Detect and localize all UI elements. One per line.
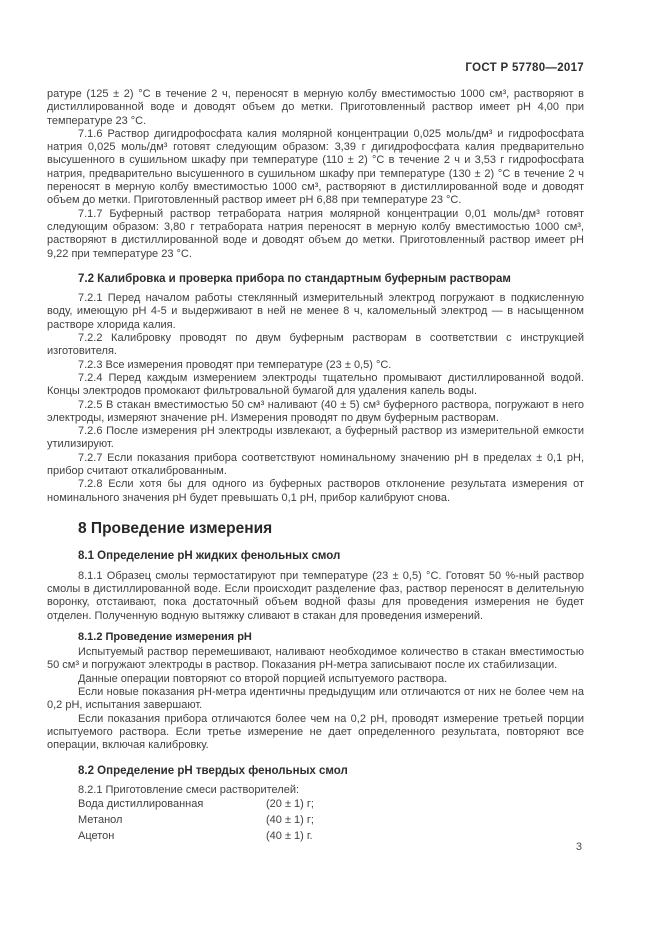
paragraph-8-2-1: 8.2.1 Приготовление смеси растворителей: xyxy=(78,783,300,796)
paragraph-8-1-2-c: Если новые показания рН-метра идентичны предыдущим или отличаются от них не более чем на 0,2 рН, испытания завершают. xyxy=(47,686,584,712)
solvent-row xyxy=(78,797,584,813)
solvent-row xyxy=(78,813,584,829)
solvent-amount: (40 ± 1) г. xyxy=(266,829,313,842)
solvent-name: Вода дистиллированная xyxy=(78,798,204,811)
paragraph-8-1-2-d: Если показания прибора отличаются более чем на 0,2 рН, проводят измерение третьей порции испытуемого раствора. Если третье измерение не дает определенного результата, повторяют все операции, включая калибровку. xyxy=(47,712,584,752)
solvent-row xyxy=(78,829,584,845)
page-number: 3 xyxy=(575,841,582,853)
solvent-name: Ацетон xyxy=(78,829,115,842)
paragraph-7-1-6: 7.1.6 Раствор дигидрофосфата калия молярной концентрации 0,025 моль/дм³ и гидрофосфата натрия 0,025 моль/дм³ готовят следующим образом: 3,39 г дигидрофосфата калия предварительно высушенного в сушильном шкафу при температуре (110 ± 2) °С в течение 2 ч и 3,53 г гидрофосфата натрия, предварительно высушенного в сушильном шкафу при температуре (130 ± 2) °С в течение 2 ч переносят в мерную колбу вместимостью 1000 см³, растворяют в дистиллированной воде и доводят объем до метки. Приготовленный раствор имеет рН 6,88 при температуре 23 °С. xyxy=(47,127,584,207)
paragraph-7-2-3: 7.2.3 Все измерения проводят при температуре (23 ± 0,5) °С. xyxy=(78,358,392,371)
solvent-list xyxy=(78,797,584,844)
paragraph-8-1-1: 8.1.1 Образец смолы термостатируют при температуре (23 ± 0,5) °С. Готовят 50 %-ный раствор смолы в дистиллированной воде. Если происходит разделение фаз, раствор переносят в делительную воронку, отстаивают, пока достаточный объем водной фазы для проведения измерения не будет отделен. Полученную водную вытяжку сливают в стакан для проведения измерений. xyxy=(47,569,584,622)
paragraph-7-2-4: 7.2.4 Перед каждым измерением электроды тщательно промывают дистиллированной водой. Концы электродов промокают фильтровальной бумагой для удаления капель воды. xyxy=(47,371,584,398)
paragraph-7-2-7: 7.2.7 Если показания прибора соответствуют номинальному значению рН в пределах ± 0,1 рН, прибор считают откалиброванным. xyxy=(47,451,584,478)
paragraph-7-2-8: 7.2.8 Если хотя бы для одного из буферных растворов отклонение результата измерения от номинального значения рН будет превышать 0,1 рН, прибор калибруют снова. xyxy=(47,478,584,504)
solvent-name: Метанол xyxy=(78,813,123,826)
chapter-heading-8: 8 Проведение измерения xyxy=(78,519,273,537)
section-heading-7-2: 7.2 Калибровка и проверка прибора по стандартным буферным растворам xyxy=(78,272,511,285)
paragraph-8-1-2-a: Испытуемый раствор перемешивают, наливают необходимое количество в стакан вместимостью 50 см³ и погружают электроды в раствор. Показания рН-метра записывают после их стабилизации. xyxy=(47,646,584,672)
paragraph-7-2-2: 7.2.2 Калибровку проводят по двум буферным растворам в соответствии с инструкцией изготовителя. xyxy=(47,332,584,358)
paragraph-7-2-1: 7.2.1 Перед началом работы стеклянный измерительный электрод погружают в подкисленную воду, имеющую рН 4-5 и выдерживают в ней не менее 8 ч, каломельный электрод — в насыщенном растворе хлорида калия. xyxy=(47,292,584,331)
document-content xyxy=(47,88,584,845)
paragraph-7-1-7: 7.1.7 Буферный раствор тетрабората натрия молярной концентрации 0,01 моль/дм³ готовят следующим образом: 3,80 г тетрабората натрия переносят в мерную колбу вместимостью 1000 см³, растворяют в дистиллированной воде и доводят объем до метки. Приготовленный раствор имеет рН 9,22 при температуре 23 °С. xyxy=(47,207,584,260)
paragraph-continuation: ратуре (125 ± 2) °С в течение 2 ч, переносят в мерную колбу вместимостью 1000 см³, растворяют в дистиллированной воде и доводят объем до метки. Приготовленный раствор имеет рН 4,00 при температуре 23 °С. xyxy=(47,88,584,127)
section-heading-8-2: 8.2 Определение рН твердых фенольных смол xyxy=(78,764,348,777)
solvent-amount: (20 ± 1) г; xyxy=(266,798,314,811)
running-header: ГОСТ Р 57780—2017 xyxy=(465,62,584,74)
solvent-amount: (40 ± 1) г; xyxy=(266,813,314,826)
subclause-heading-8-1-2: 8.1.2 Проведение измерения рН xyxy=(78,630,252,643)
paragraph-7-2-5: 7.2.5 В стакан вместимостью 50 см³ наливают (40 ± 5) см³ буферного раствора, погружают в него электроды, измеряют значение рН. Измерения проводят по двум буферным растворам. xyxy=(47,398,584,424)
paragraph-8-1-2-b: Данные операции повторяют со второй порцией испытуемого раствора. xyxy=(78,672,448,685)
paragraph-7-2-6: 7.2.6 После измерения рН электроды извлекают, а буферный раствор из измерительной емкости утилизируют. xyxy=(47,425,584,451)
section-heading-8-1: 8.1 Определение рН жидких фенольных смол xyxy=(78,550,341,563)
